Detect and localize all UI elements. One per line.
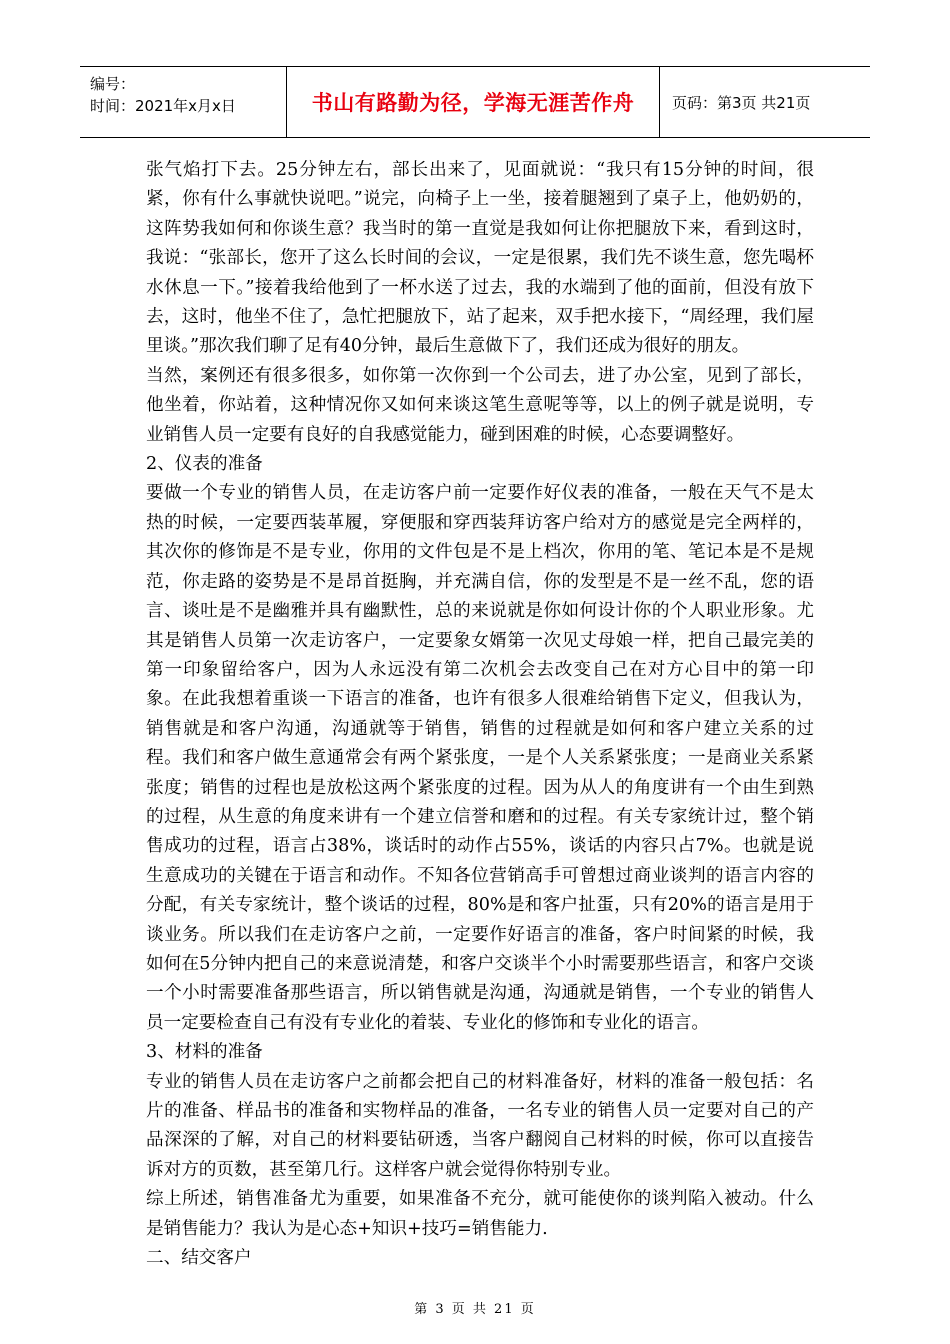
paragraph: 当然，案例还有很多很多，如你第一次你到一个公司去，进了办公室，见到了部长，他坐着，你站着，这种情况你又如何来谈这笔生意呢等等，以上的例子就是说明，专业销售人员一定要有良好的自我感觉能力，碰到困难的时候，心态要调整好。	[146, 365, 814, 445]
paragraph: 要做一个专业的销售人员，在走访客户前一定要作好仪表的准备，一般在天气不是太热的时候，一定要西装革履，穿便服和穿西装拜访客户给对方的感觉是完全两样的，其次你的修饰是不是专业，你用的文件包是不是上档次，你用的笔、笔记本是不是规范，你走路的姿势是不是昂首挺胸，并充满自信，你的发型是不是一丝不乱，您的语言、谈吐是不是幽雅并具有幽默性，总的来说就是你如何设计你的个人职业形象。尤其是销售人员第一次走访客户，一定要象女婿第一次见丈母娘一样，把自己最完美的第一印象留给客户，因为人永远没有第二次机会去改变自己在对方心目中的第一印象。在此我想着重谈一下语言的准备，也许有很多人很难给销售下定义，但我认为，销售就是和客户沟通，沟通就等于销售，销售的过程就是如何和客户建立关系的过程。我们和客户做生意通常会有两个紧张度，一是个人关系紧张度；一是商业关系紧张度；销售的过程也是放松这两个紧张度的过程。因为从人的角度讲有一个由生到熟的过程，从生意的角度来讲有一个建立信誉和磨和的过程。有关专家统计过，整个销售成功的过程，语言占38%，谈话时的动作占55%，谈话的内容只占7%。也就是说生意成功的关键在于语言和动作。不知各位营销高手可曾想过商业谈判的语言内容的分配，有关专家统计，整个谈话的过程，80%是和客户扯蛋，只有20%的语言是用于谈业务。所以我们在走访客户之前，一定要作好语言的准备，客户时间紧的时候，我如何在5分钟内把自己的来意说清楚，和客户交谈半个小时需要那些语言，和客户交谈一个小时需要准备那些语言，所以销售就是沟通，沟通就是销售，一个专业的销售人员一定要检查自己有没有专业化的着装、专业化的修饰和专业化的语言。	[146, 483, 814, 1033]
header-meta	[80, 67, 287, 137]
section-heading: 3、材料的准备	[146, 1042, 263, 1063]
document-body	[146, 156, 814, 1273]
header-page-number: 页码：第3页 共21页	[672, 93, 811, 112]
header-motto: 书山有路勤为径，学海无涯苦作舟	[287, 67, 660, 137]
page-header	[80, 66, 870, 138]
paragraph: 专业的销售人员在走访客户之前都会把自己的材料准备好，材料的准备一般包括：名片的准备、样品书的准备和实物样品的准备，一名专业的销售人员一定要对自己的产品深深的了解，对自己的材料要钻研透，当客户翻阅自己材料的时候，你可以直接告诉对方的页数，甚至第几行。这样客户就会觉得你特别专业。	[146, 1071, 814, 1180]
paragraph: 综上所述，销售准备尤为重要，如果准备不充分，就可能使你的谈判陷入被动。什么是销售能力？我认为是心态+知识+技巧=销售能力.	[146, 1189, 814, 1239]
section-heading: 2、仪表的准备	[146, 454, 263, 475]
paragraph: 张气焰打下去。25分钟左右，部长出来了，见面就说：“我只有15分钟的时间，很紧，你有什么事就快说吧。”说完，向椅子上一坐，接着腿翘到了桌子上，他奶奶的，这阵势我如何和你谈生意？我当时的第一直觉是我如何让你把腿放下来，看到这时，我说：“张部长，您开了这么长时间的会议，一定是很累，我们先不谈生意，您先喝杯水休息一下。”接着我给他到了一杯水送了过去，我的水端到了他的面前，但没有放下去，这时，他坐不住了，急忙把腿放下，站了起来，双手把水接下，“周经理，我们屋里谈。”那次我们聊了足有40分钟，最后生意做下了，我们还成为很好的朋友。	[146, 160, 814, 357]
section-heading: 二、结交客户	[146, 1248, 252, 1269]
page-footer: 第 3 页 共 21 页	[414, 1302, 536, 1317]
document-date: 时间：2021年x月x日	[90, 97, 236, 115]
document-number-label: 编号：	[90, 75, 136, 93]
